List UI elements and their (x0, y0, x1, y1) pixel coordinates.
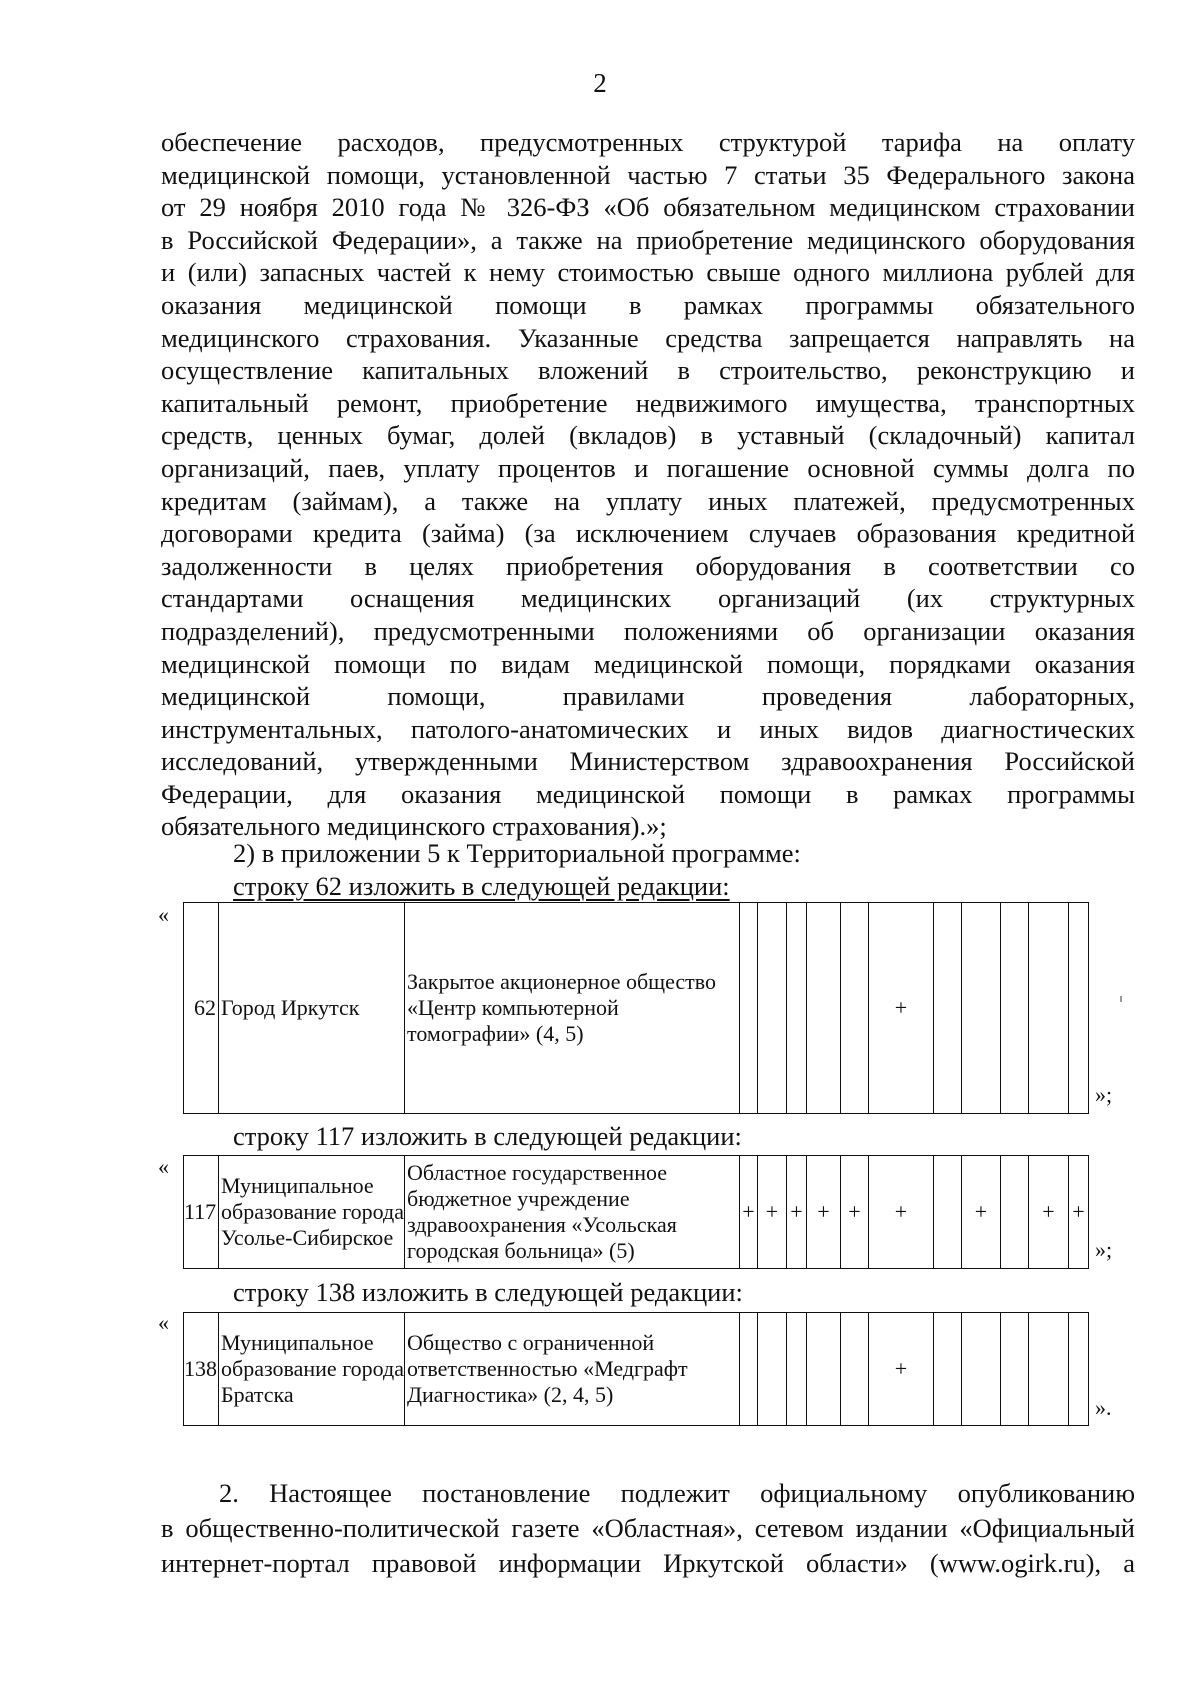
mark-cell (934, 903, 962, 1114)
page-number: 2 (593, 68, 607, 98)
amendment-table-row-117 (183, 1155, 1089, 1269)
mark-cell (807, 903, 841, 1114)
mark-cell: + (740, 1156, 758, 1269)
mark-cell: + (1069, 1156, 1089, 1269)
text-line: в Российской Федерации», а также на приобретение медицинского оборудования (161, 224, 1135, 255)
text-line: организаций, паев, уплату процентов и погашение основной суммы долга по (161, 452, 1135, 483)
text-line: от 29 ноября 2010 года № 326-ФЗ «Об обязательном медицинском страховании (161, 192, 1135, 223)
mark-cell (841, 903, 869, 1114)
mark-cell (934, 1156, 962, 1269)
text-line: медицинского страхования. Указанные средства запрещается направлять на (161, 322, 1135, 353)
mark-cell (1001, 1156, 1029, 1269)
mark-cell (740, 1313, 758, 1426)
mark-cell (787, 1313, 807, 1426)
mark-cell: + (758, 1156, 787, 1269)
mark-cell: + (841, 1156, 869, 1269)
mark-cell (962, 1313, 1001, 1426)
quote-open: « (158, 1310, 169, 1335)
mark-cell (807, 1313, 841, 1426)
text-line: медицинской помощи по видам медицинской помощи, порядками оказания (161, 648, 1135, 679)
text-line: 2. Настоящее постановление подлежит официальному опубликованию (219, 1478, 1135, 1508)
mark-cell (934, 1313, 962, 1426)
organization-cell: Общество с ограниченной ответственностью «Медграфт Диагностика» (2, 4, 5) (405, 1313, 740, 1426)
text-line: задолженности в целях приобретения оборудования в соответствии со (161, 550, 1135, 581)
mark-cell: + (807, 1156, 841, 1269)
amendment-table-row-138 (183, 1312, 1089, 1426)
mark-cell (740, 903, 758, 1114)
mark-cell (1001, 903, 1029, 1114)
row-number: 138 (184, 1313, 219, 1426)
text-line: медицинской помощи, правилами проведения лабораторных, (161, 681, 1135, 712)
row-number: 117 (184, 1156, 219, 1269)
mark-cell (841, 1313, 869, 1426)
text-line: и (или) запасных частей к нему стоимостью свыше одного миллиона рублей для (161, 257, 1135, 288)
text-line: договорами кредита (займа) (за исключением случаев образования кредитной (161, 518, 1135, 549)
organization-cell: Закрытое акционерное общество «Центр компьютерной томографии» (4, 5) (405, 903, 740, 1114)
text-line: инструментальных, патолого-анатомических и иных видов диагностических (161, 713, 1135, 744)
amendment-instruction: строку 117 изложить в следующей редакции: (233, 1121, 742, 1151)
mark-cell (962, 903, 1001, 1114)
organization-cell: Областное государственное бюджетное учреждение здравоохранения «Усольская городская больница» (5) (405, 1156, 740, 1269)
mark-cell: + (869, 1156, 934, 1269)
mark-cell (787, 903, 807, 1114)
body-paragraph (161, 126, 1135, 843)
mark-cell: + (869, 903, 934, 1114)
quote-close: ». (1095, 1395, 1112, 1420)
text-line: оказания медицинской помощи в рамках программы обязательного (161, 289, 1135, 320)
text-line: кредитам (займам), а также на уплату иных платежей, предусмотренных (161, 485, 1135, 516)
text-line: Федерации, для оказания медицинской помощи в рамках программы (161, 778, 1135, 809)
text-line: капитальный ремонт, приобретение недвижимого имущества, транспортных (161, 387, 1135, 418)
mark-cell (1029, 903, 1069, 1114)
text-line: средств, ценных бумаг, долей (вкладов) в уставный (складочный) капитал (161, 420, 1135, 451)
amendment-table-row-62 (183, 902, 1089, 1114)
text-line: в общественно-политической газете «Областная», сетевом издании «Официальный (161, 1513, 1135, 1543)
quote-close: »; (1095, 1082, 1113, 1107)
territory-cell: Муниципальное образование города Усолье-Сибирское (219, 1156, 405, 1269)
mark-cell: + (787, 1156, 807, 1269)
mark-cell (758, 1313, 787, 1426)
text-line: обеспечение расходов, предусмотренных структурой тарифа на оплату (161, 127, 1135, 157)
text-line: интернет-портал правовой информации Иркутской области» (www.ogirk.ru), а (161, 1548, 1135, 1578)
text-line: стандартами оснащения медицинских организаций (их структурных (161, 583, 1135, 614)
quote-open: « (158, 1154, 169, 1179)
mark-cell (1069, 903, 1089, 1114)
amendment-instruction: строку 62 изложить в следующей редакции: (233, 871, 730, 901)
text-line: исследований, утвержденными Министерством здравоохранения Российской (161, 746, 1135, 777)
mark-cell (758, 903, 787, 1114)
row-number: 62 (184, 903, 219, 1114)
mark-cell: + (869, 1313, 934, 1426)
item2-heading: 2) в приложении 5 к Территориальной программе: (233, 838, 801, 868)
amendment-instruction: строку 138 изложить в следующей редакции: (233, 1277, 743, 1307)
quote-open: « (158, 902, 169, 927)
text-line: подразделений), предусмотренными положениями об организации оказания (161, 615, 1135, 646)
scan-speck (1120, 996, 1122, 1002)
mark-cell: + (1029, 1156, 1069, 1269)
territory-cell: Муниципальное образование города Братска (219, 1313, 405, 1426)
mark-cell (1069, 1313, 1089, 1426)
text-line: осуществление капитальных вложений в строительство, реконструкцию и (161, 355, 1135, 386)
mark-cell: + (962, 1156, 1001, 1269)
quote-close: »; (1095, 1237, 1113, 1262)
territory-cell: Город Иркутск (219, 903, 405, 1114)
mark-cell (1001, 1313, 1029, 1426)
text-line: обязательного медицинского страхования).»; (161, 811, 667, 842)
mark-cell (1029, 1313, 1069, 1426)
paragraph-2 (161, 1476, 1135, 1581)
text-line: медицинской помощи, установленной частью 7 статьи 35 Федерального закона (161, 159, 1135, 190)
